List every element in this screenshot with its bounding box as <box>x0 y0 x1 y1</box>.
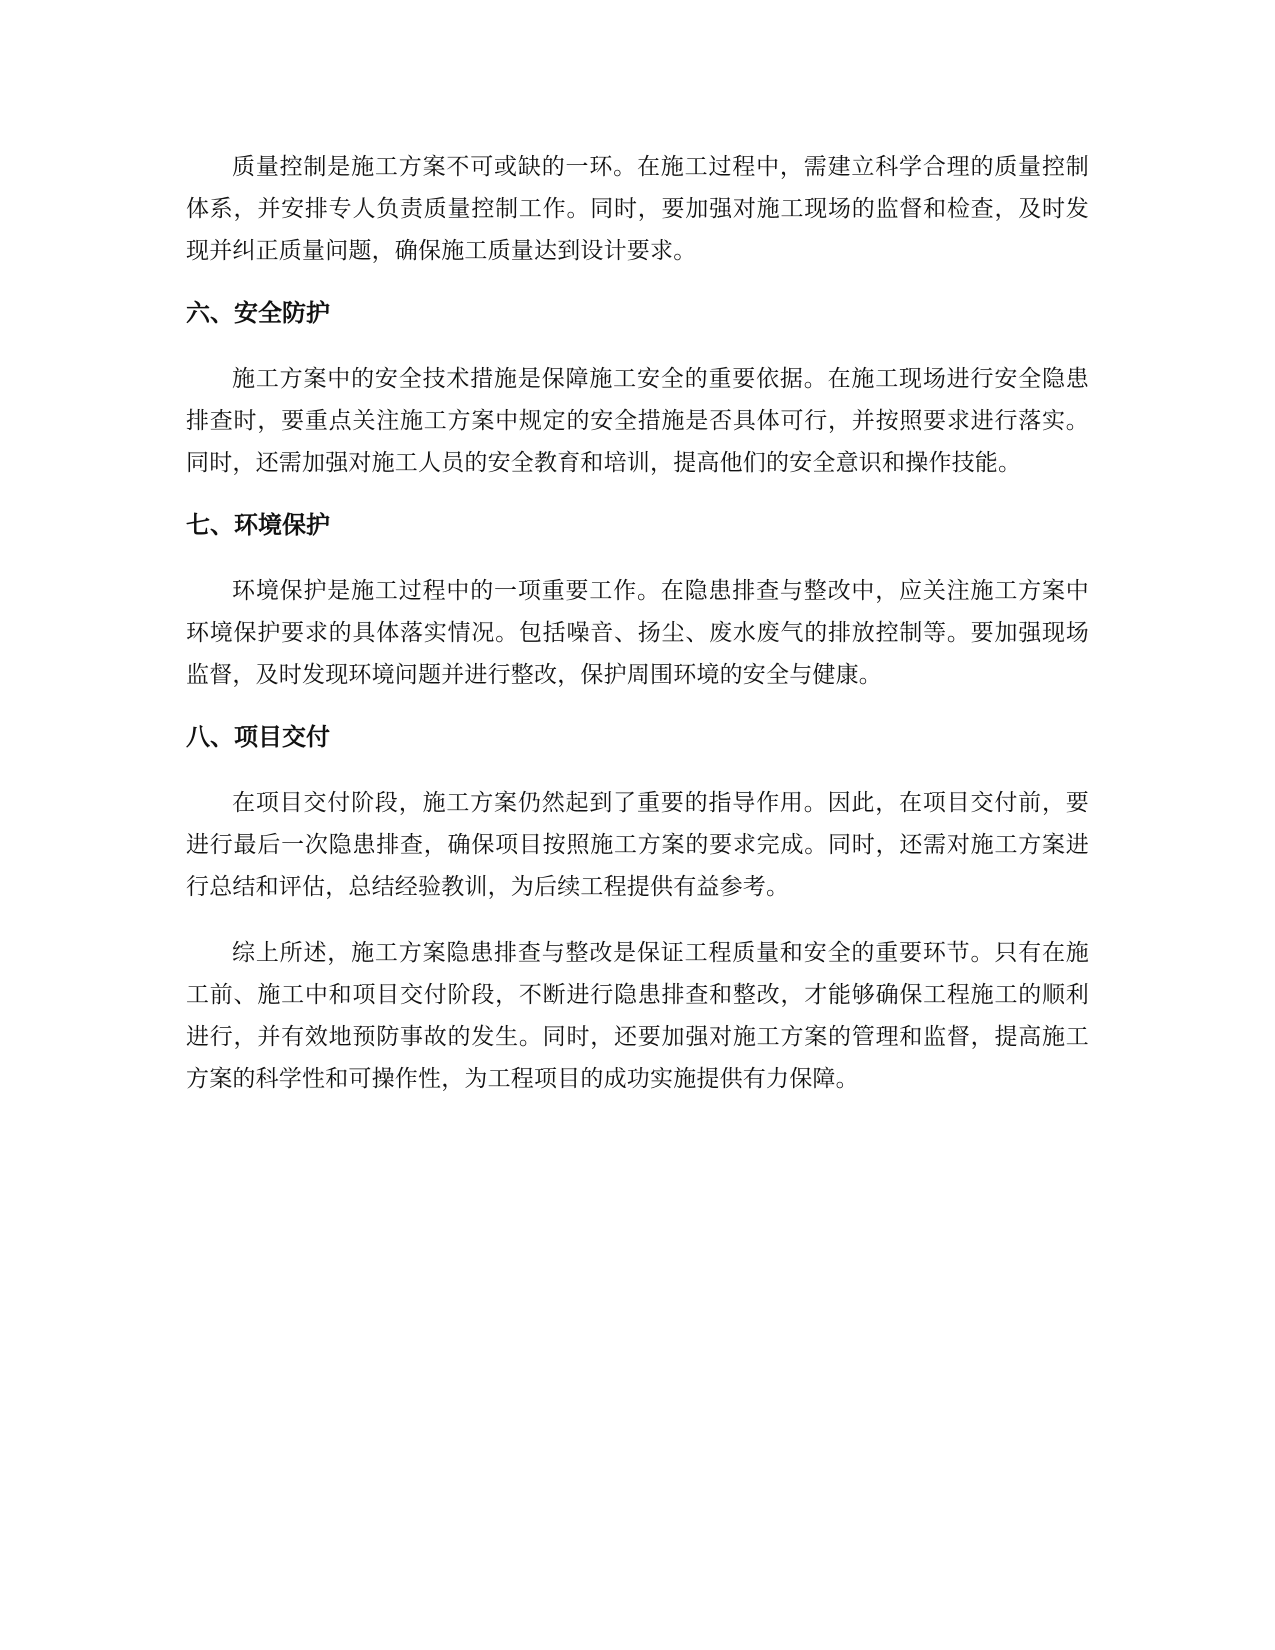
section-heading-safety: 六、安全防护 <box>186 299 330 327</box>
section-heading-environment: 七、环境保护 <box>186 511 330 539</box>
safety-paragraph: 施工方案中的安全技术措施是保障施工安全的重要依据。在施工现场进行安全隐患排查时，要重点关注施工方案中规定的安全措施是否具体可行，并按照要求进行落实。同时，还需加强对施工人员的安全教育和培训，提高他们的安全意识和操作技能。 <box>186 366 1089 476</box>
delivery-paragraph: 在项目交付阶段，施工方案仍然起到了重要的指导作用。因此，在项目交付前，要进行最后一次隐患排查，确保项目按照施工方案的要求完成。同时，还需对施工方案进行总结和评估，总结经验教训，为后续工程提供有益参考。 <box>186 790 1089 900</box>
document-page <box>186 146 1089 1124</box>
environment-paragraph: 环境保护是施工过程中的一项重要工作。在隐患排查与整改中，应关注施工方案中环境保护要求的具体落实情况。包括噪音、扬尘、废水废气的排放控制等。要加强现场监督，及时发现环境问题并进行整改，保护周围环境的安全与健康。 <box>186 578 1089 688</box>
section-heading-delivery: 八、项目交付 <box>186 723 330 751</box>
conclusion-paragraph: 综上所述，施工方案隐患排查与整改是保证工程质量和安全的重要环节。只有在施工前、施工中和项目交付阶段，不断进行隐患排查和整改，才能够确保工程施工的顺利进行，并有效地预防事故的发生。同时，还要加强对施工方案的管理和监督，提高施工方案的科学性和可操作性，为工程项目的成功实施提供有力保障。 <box>186 940 1089 1092</box>
quality-control-paragraph: 质量控制是施工方案不可或缺的一环。在施工过程中，需建立科学合理的质量控制体系，并安排专人负责质量控制工作。同时，要加强对施工现场的监督和检查，及时发现并纠正质量问题，确保施工质量达到设计要求。 <box>186 154 1089 264</box>
